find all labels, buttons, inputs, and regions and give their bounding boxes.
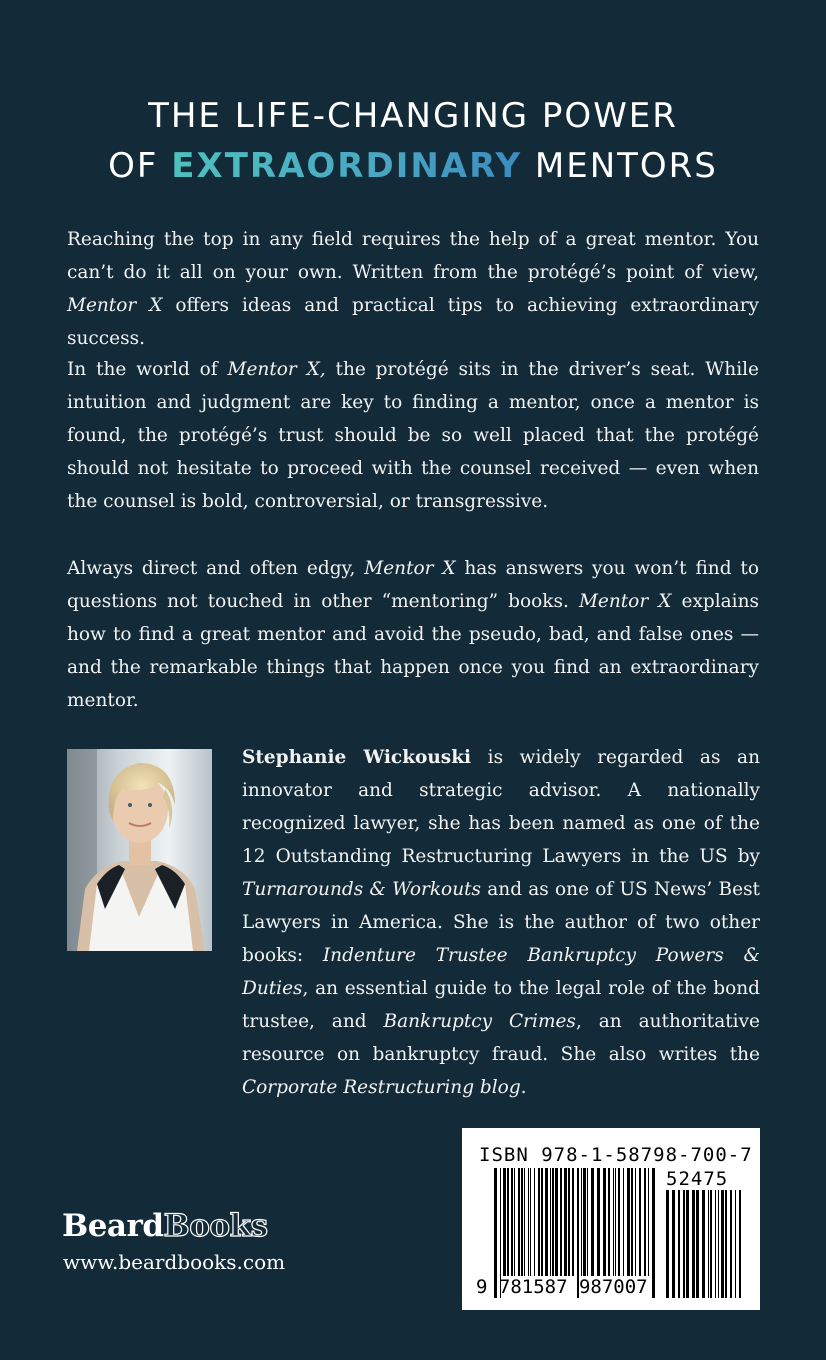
barcode-bar xyxy=(583,1168,586,1276)
barcode-bar xyxy=(672,1190,675,1298)
barcode-bar xyxy=(666,1190,669,1298)
barcode-bar xyxy=(644,1168,646,1276)
barcode-bar xyxy=(739,1190,741,1298)
book-title-italic: Mentor X, xyxy=(227,359,326,380)
author-photo xyxy=(67,749,212,951)
title-line-2 xyxy=(0,146,826,186)
barcode-bar xyxy=(715,1190,716,1298)
barcode-bar xyxy=(511,1168,513,1276)
barcode-bar xyxy=(587,1168,588,1276)
title-accent-word: EXTRAORDINARY xyxy=(171,146,523,186)
barcode-bar xyxy=(652,1168,655,1298)
publisher-logo xyxy=(62,1206,268,1246)
description-paragraph-3 xyxy=(67,552,759,717)
title-prefix: OF xyxy=(108,146,172,186)
barcode-bar xyxy=(514,1168,515,1276)
barcode-bar xyxy=(528,1168,529,1276)
barcode-bar xyxy=(524,1168,525,1276)
text-run: and as one of US News’ Best Lawyers in America. She is the author of two other books: xyxy=(242,879,760,966)
book-title-italic: Mentor X xyxy=(578,591,672,612)
blog-title-italic: Corporate Restructuring blog xyxy=(242,1077,521,1098)
barcode-bar xyxy=(538,1168,540,1276)
barcode-bar xyxy=(591,1168,594,1276)
barcode-bar xyxy=(631,1168,633,1276)
description-paragraph-1 xyxy=(67,223,759,355)
text-run: , an essential guide to the legal role of the bond trustee, and xyxy=(242,978,760,1032)
barcode-bar xyxy=(541,1168,543,1276)
barcode-bar xyxy=(568,1168,570,1276)
book-title-italic: Bankruptcy Crimes xyxy=(383,1011,576,1032)
barcode-bar xyxy=(683,1190,685,1298)
author-name: Stephanie Wickouski xyxy=(242,747,472,768)
text-run: Always direct and often edgy, xyxy=(67,558,365,579)
book-title-italic: Indenture Trustee Bankruptcy Powers & Duties xyxy=(242,945,760,999)
barcode-bar xyxy=(608,1168,610,1276)
barcode-bar xyxy=(696,1190,699,1298)
title-suffix: MENTORS xyxy=(522,146,718,186)
ean-digits: 9 781587 987007 xyxy=(476,1276,648,1298)
author-bio xyxy=(242,741,760,1104)
text-run: is widely regarded as an innovator and strategic advisor. A nationally recognized lawyer, she has been named as one of the 12 Outstanding Restructuring Lawyers in the US by xyxy=(242,747,760,867)
publisher-website: www.beardbooks.com xyxy=(63,1250,286,1274)
barcode-bar xyxy=(721,1190,724,1298)
barcode-bar xyxy=(597,1168,600,1276)
text-run: explains how to find a great mentor and avoid the pseudo, bad, and false ones — and the remarkable things that happen once you find an extraordinary mentor. xyxy=(67,591,759,711)
isbn-label: ISBN 978-1-58798-700-7 xyxy=(479,1144,753,1166)
barcode-bar xyxy=(623,1168,624,1276)
barcode-bar xyxy=(710,1190,712,1298)
barcode-bar xyxy=(686,1190,689,1298)
barcode-bar xyxy=(635,1168,636,1276)
barcode-bar xyxy=(678,1190,680,1298)
text-run: Reaching the top in any field requires the help of a great mentor. You can’t do it all on your own. Written from the protégé’s point of view, xyxy=(67,229,759,283)
barcode-bar xyxy=(555,1168,558,1276)
barcode-bar xyxy=(648,1168,649,1276)
barcode-bar xyxy=(560,1168,562,1276)
barcode-bar xyxy=(518,1168,520,1276)
barcode-bar xyxy=(530,1168,531,1276)
barcode-bar xyxy=(550,1168,551,1276)
barcode-bar xyxy=(534,1168,535,1276)
barcode-bar xyxy=(627,1168,630,1276)
author-portrait-image xyxy=(67,749,212,951)
logo-part-books: Books xyxy=(163,1208,268,1244)
isbn-barcode xyxy=(462,1128,760,1310)
text-run: , an authoritative resource on bankruptcy fraud. She also writes the xyxy=(242,1011,760,1065)
barcode-bar xyxy=(613,1168,614,1276)
price-code: 52475 xyxy=(666,1168,729,1190)
barcode-bar xyxy=(503,1168,506,1276)
barcode-bar xyxy=(639,1168,641,1276)
description-paragraph-2 xyxy=(67,353,759,518)
barcode-bar xyxy=(603,1168,606,1276)
logo-part-beard: Beard xyxy=(62,1208,164,1244)
barcode-bar xyxy=(718,1190,719,1298)
text-run: the protégé sits in the driver’s seat. While intuition and judgment are key to finding a mentor, once a mentor is found, the protégé’s trust should be so well placed that the protégé should not hesitate to proceed with the counsel received — even when the counsel is bold, controversial, or transgressive. xyxy=(67,359,759,512)
text-run: In the world of xyxy=(67,359,228,380)
barcode-bar xyxy=(552,1168,554,1276)
barcode-bar xyxy=(735,1190,736,1298)
barcode-bar xyxy=(725,1190,727,1298)
book-title-italic: Mentor X xyxy=(67,295,163,316)
barcode-bar xyxy=(730,1190,732,1298)
barcode-bar xyxy=(521,1168,523,1276)
barcode-bar xyxy=(618,1168,620,1276)
barcode-bar xyxy=(708,1190,709,1298)
book-title-italic: Mentor X xyxy=(364,558,456,579)
addon-bars xyxy=(666,1190,744,1298)
publication-italic: Turnarounds & Workouts xyxy=(242,879,482,900)
barcode-bar xyxy=(702,1190,705,1298)
barcode-bar xyxy=(507,1168,509,1276)
title-line-1: THE LIFE-CHANGING POWER xyxy=(148,96,678,136)
text-run: has answers you won’t find to questions not touched in other “mentoring” books. xyxy=(67,558,759,612)
barcode-bar xyxy=(572,1168,574,1276)
barcode-bar xyxy=(545,1168,548,1276)
text-run: . xyxy=(520,1077,527,1098)
text-run: offers ideas and practical tips to achieving extraordinary success. xyxy=(67,295,759,349)
barcode-bar xyxy=(564,1168,567,1276)
barcode-bar xyxy=(615,1168,616,1276)
barcode-bar xyxy=(581,1168,582,1276)
barcode-bar xyxy=(692,1190,695,1298)
